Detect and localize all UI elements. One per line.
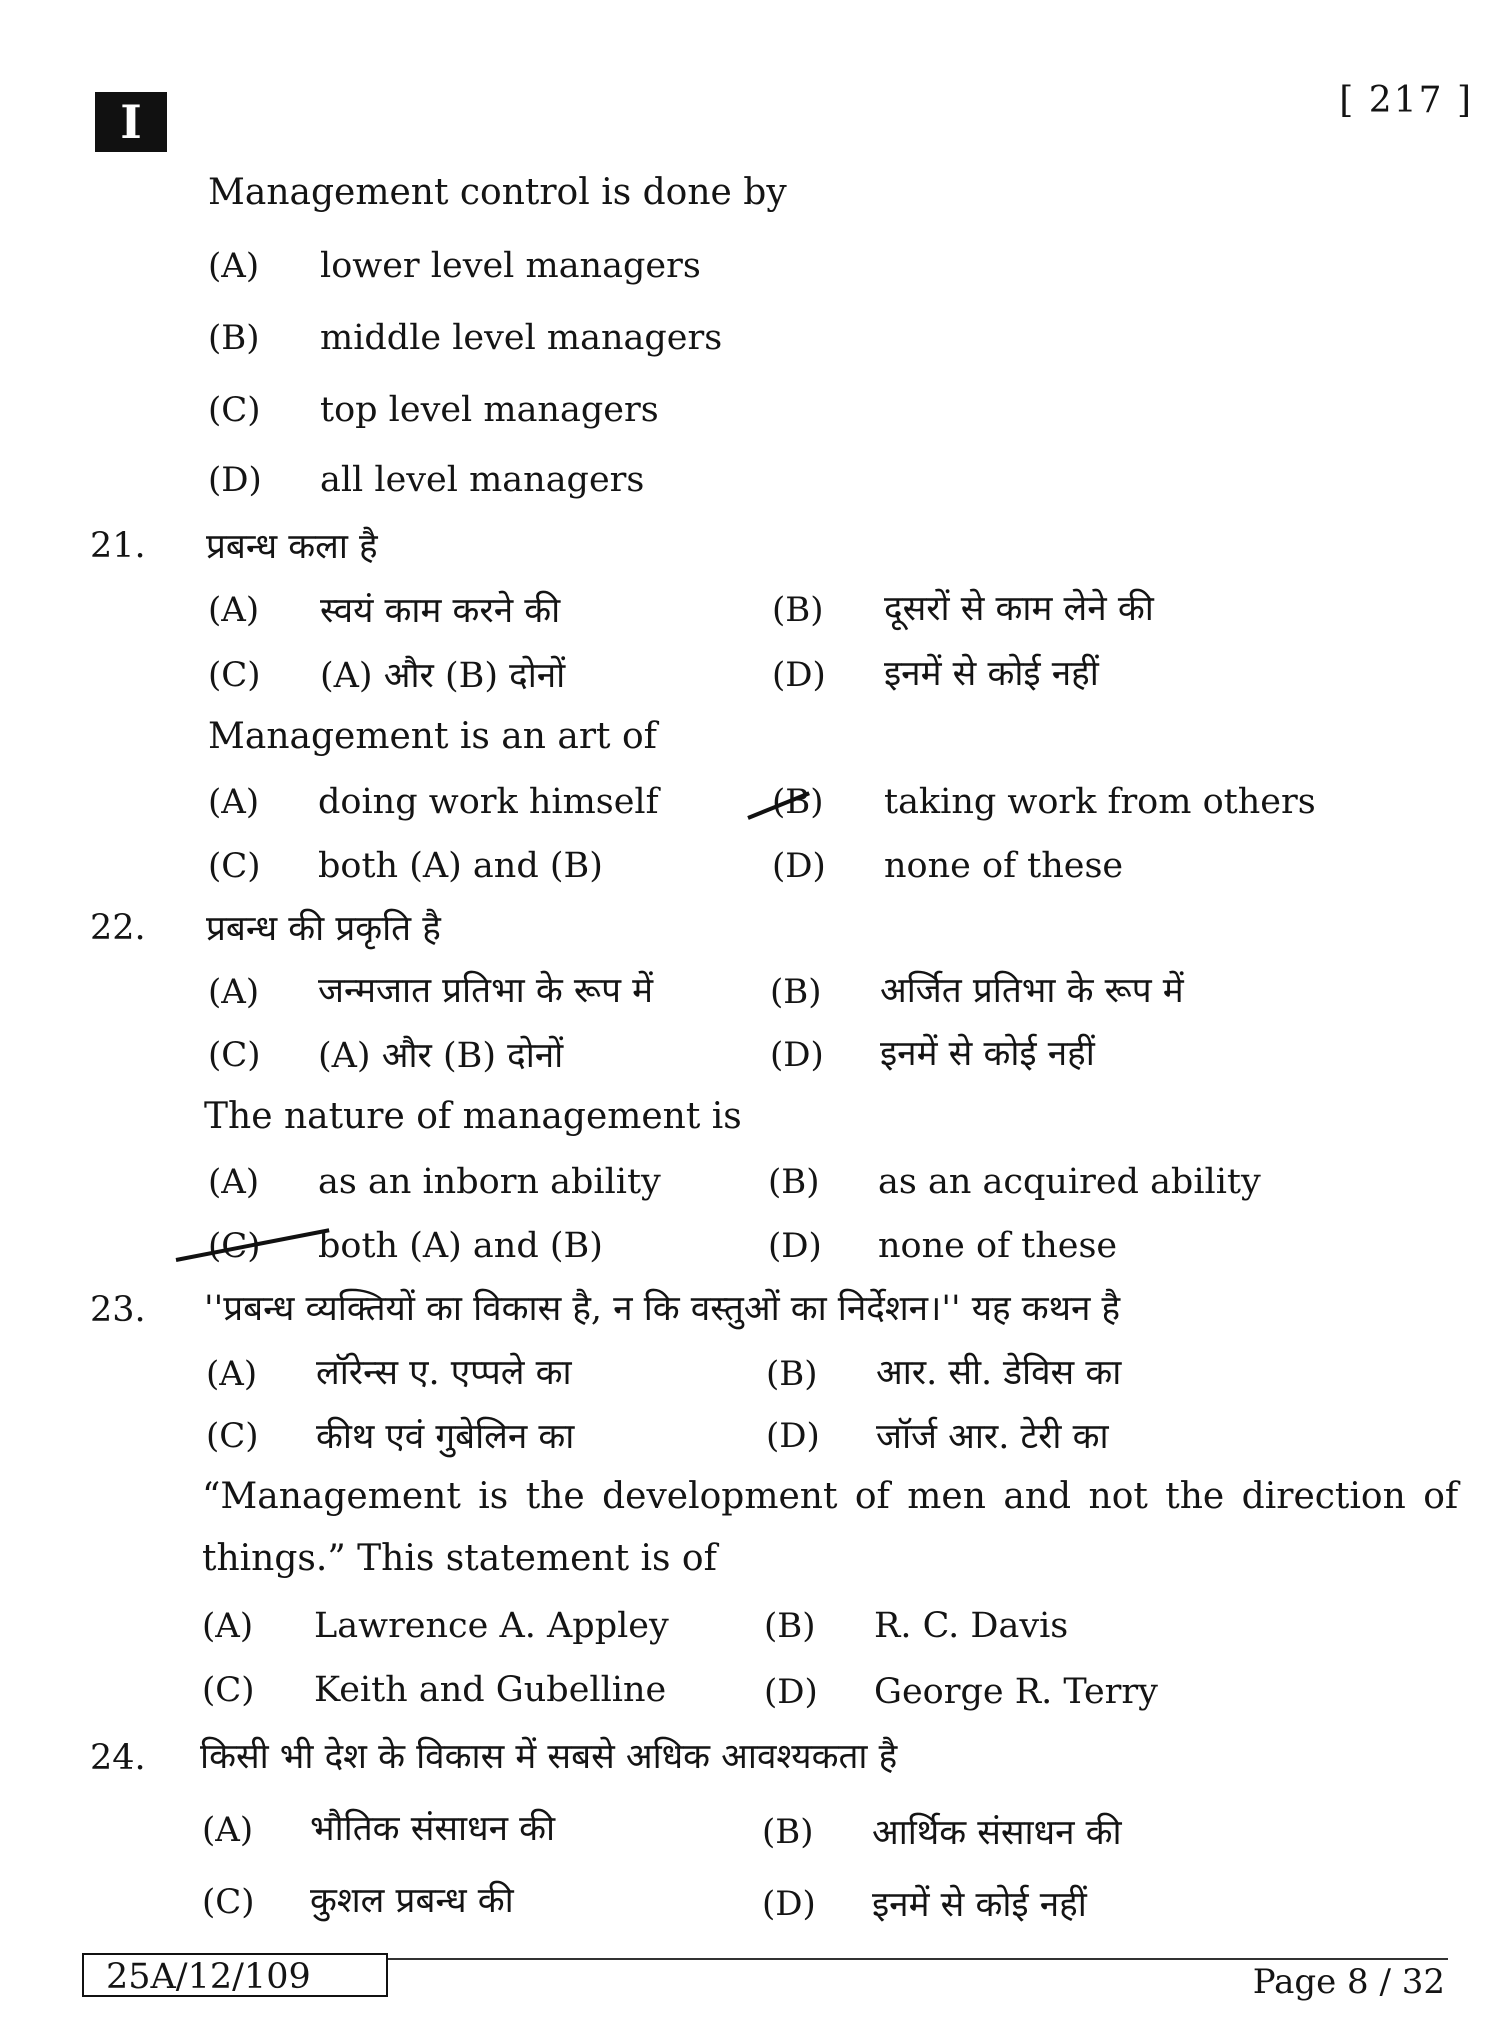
- q23-hi-a-label: (A): [206, 1354, 258, 1394]
- q22-hi-d-label: (D): [770, 1035, 824, 1075]
- q23-hi-d-text: जॉर्ज आर. टेरी का: [876, 1417, 1109, 1457]
- q21-number: 21.: [90, 526, 146, 566]
- paper-code-box: 25A/12/109: [82, 1953, 388, 1997]
- q22-en-b-label: (B): [768, 1162, 820, 1202]
- q23-en-c-label: (C): [202, 1670, 255, 1710]
- q21-hi-a-label: (A): [208, 590, 260, 630]
- q21-hi-d-label: (D): [772, 655, 826, 695]
- q22-hi-c-text: (A) और (B) दोनों: [318, 1036, 564, 1076]
- q22-en-d-label: (D): [768, 1226, 822, 1266]
- q22-hi-d-text: इनमें से कोई नहीं: [880, 1034, 1095, 1074]
- q22-en-c-label: (C): [208, 1226, 261, 1266]
- q24-hi-c-text: कुशल प्रबन्ध की: [310, 1881, 514, 1921]
- q21-en-a-label: (A): [208, 782, 260, 822]
- q23-en-b-label: (B): [764, 1606, 816, 1646]
- q23-en-d-label: (D): [764, 1672, 818, 1712]
- q21-en-c-label: (C): [208, 846, 261, 886]
- q23-hi-d-label: (D): [766, 1416, 820, 1456]
- q23-en-a-text: Lawrence A. Appley: [314, 1606, 669, 1646]
- q20-option-a-label: (A): [208, 246, 260, 286]
- q24-number: 24.: [90, 1738, 146, 1778]
- q23-hi-c-text: कीथ एवं गुबेलिन का: [316, 1417, 575, 1457]
- q21-en-b-text: taking work from others: [884, 782, 1316, 822]
- q20-option-c-text: top level managers: [320, 390, 659, 430]
- q23-en-a-label: (A): [202, 1606, 254, 1646]
- q23-hi-c-label: (C): [206, 1416, 259, 1456]
- q20-option-d-label: (D): [208, 460, 262, 500]
- q22-en-d-text: none of these: [878, 1226, 1118, 1266]
- q21-hi-d-text: इनमें से कोई नहीं: [884, 654, 1099, 694]
- q22-hi-b-text: अर्जित प्रतिभा के रूप में: [880, 971, 1184, 1011]
- q22-hi-a-label: (A): [208, 972, 260, 1012]
- q24-hi-b-text: आर्थिक संसाधन की: [872, 1813, 1122, 1853]
- q23-hi-b-label: (B): [766, 1354, 818, 1394]
- q24-hi-d-label: (D): [762, 1884, 816, 1924]
- q21-en-b-label: (B): [772, 782, 824, 822]
- q23-hi-b-text: आर. सी. डेविस का: [876, 1353, 1122, 1393]
- q24-hi-d-text: इनमें से कोई नहीं: [872, 1885, 1087, 1925]
- q20-option-b-label: (B): [208, 318, 260, 358]
- q23-en-d-text: George R. Terry: [874, 1672, 1158, 1712]
- footer-rule: [388, 1958, 1448, 1960]
- q21-hi-b-text: दूसरों से काम लेने की: [884, 589, 1154, 629]
- q21-hi-a-text: स्वयं काम करने की: [320, 591, 561, 631]
- q21-en-d-label: (D): [772, 846, 826, 886]
- q22-en-a-label: (A): [208, 1162, 260, 1202]
- page-number: Page 8 / 32: [1252, 1962, 1445, 2002]
- q20-option-d-text: all level managers: [320, 460, 645, 500]
- q22-en-a-text: as an inborn ability: [318, 1162, 661, 1202]
- q21-hi-b-label: (B): [772, 590, 824, 630]
- q21-en-d-text: none of these: [884, 846, 1124, 886]
- q22-hi-a-text: जन्मजात प्रतिभा के रूप में: [318, 971, 654, 1011]
- q22-stem-hi: प्रबन्ध की प्रकृति है: [206, 909, 441, 949]
- q22-en-c-text: both (A) and (B): [318, 1226, 603, 1266]
- q23-hi-a-text: लॉरेन्स ए. एप्पले का: [316, 1353, 572, 1393]
- q24-hi-a-label: (A): [202, 1810, 254, 1850]
- q23-en-b-text: R. C. Davis: [874, 1606, 1069, 1646]
- q20-stem-en: Management control is done by: [208, 172, 787, 213]
- q24-hi-b-label: (B): [762, 1812, 814, 1852]
- q22-stem-en: The nature of management is: [204, 1096, 742, 1137]
- q24-hi-a-text: भौतिक संसाधन की: [310, 1809, 556, 1849]
- q23-en-c-text: Keith and Gubelline: [314, 1670, 667, 1710]
- q22-hi-c-label: (C): [208, 1035, 261, 1075]
- q21-hi-c-label: (C): [208, 655, 261, 695]
- q20-option-a-text: lower level managers: [320, 246, 701, 286]
- q23-number: 23.: [90, 1290, 146, 1330]
- q22-hi-b-label: (B): [770, 972, 822, 1012]
- q21-stem-hi: प्रबन्ध कला है: [206, 527, 378, 567]
- q20-option-b-text: middle level managers: [320, 318, 723, 358]
- q23-stem-en-line1: “Management is the development of men and not the direction of: [202, 1476, 1459, 1517]
- q21-en-c-text: both (A) and (B): [318, 846, 603, 886]
- q24-stem-hi: किसी भी देश के विकास में सबसे अधिक आवश्यकता है: [200, 1737, 898, 1777]
- q22-number: 22.: [90, 908, 146, 948]
- q22-en-b-text: as an acquired ability: [878, 1162, 1261, 1202]
- q21-hi-c-text: (A) और (B) दोनों: [320, 656, 566, 696]
- q20-option-c-label: (C): [208, 390, 261, 430]
- q21-en-a-text: doing work himself: [318, 782, 659, 822]
- q24-hi-c-label: (C): [202, 1882, 255, 1922]
- q23-stem-en-line2: things.” This statement is of: [202, 1538, 717, 1579]
- page-code: [ 217 ]: [1339, 80, 1473, 121]
- q23-stem-hi: ''प्रबन्ध व्यक्तियों का विकास है, न कि वस्तुओं का निर्देशन।'' यह कथन है: [204, 1289, 1121, 1329]
- q21-stem-en: Management is an art of: [208, 716, 657, 757]
- set-badge: I: [95, 92, 167, 152]
